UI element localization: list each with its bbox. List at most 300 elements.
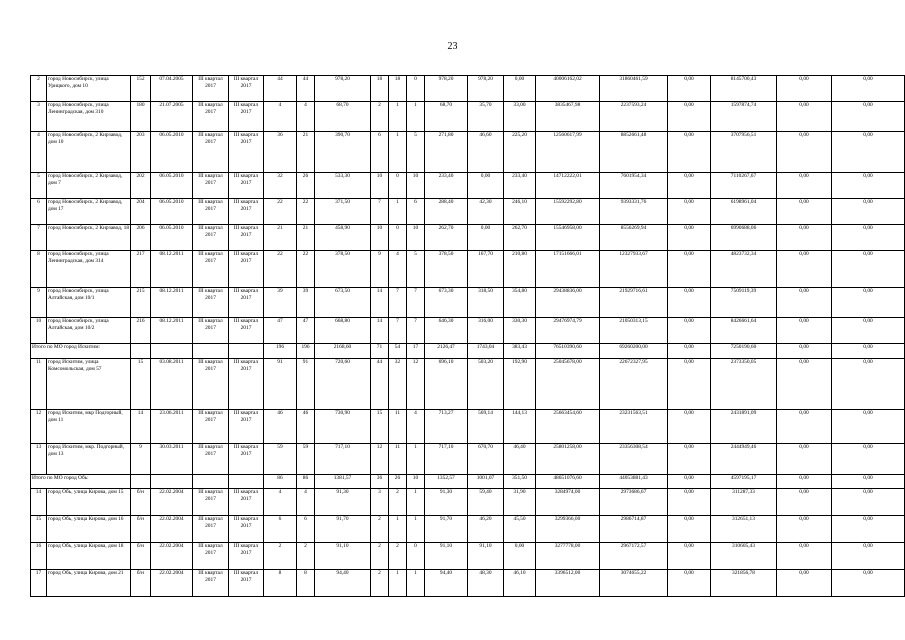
table-row	[31, 489, 905, 516]
value-cell: 86	[264, 475, 297, 489]
value-cell: 11	[389, 410, 407, 444]
value-cell: 262,70	[504, 225, 536, 251]
value-cell: 6	[264, 516, 297, 543]
value-cell: 9393331,76	[600, 199, 668, 225]
doc-date: 30.03.2011	[151, 444, 193, 475]
value-cell: 69260200,00	[600, 344, 668, 359]
value-cell: 0,00	[832, 359, 905, 410]
doc-number: 14	[131, 410, 151, 444]
value-cell: 4	[297, 102, 315, 132]
row-number: 16	[31, 543, 47, 570]
value-cell: 8145700,43	[711, 76, 777, 102]
value-cell: 46,40	[504, 444, 536, 475]
period-cell: III квартал 2017	[229, 132, 264, 173]
doc-date: 06.05.2010	[151, 132, 193, 173]
period-cell: III квартал 2017	[193, 359, 229, 410]
doc-number: 203	[131, 132, 151, 173]
value-cell: 167,70	[468, 251, 504, 288]
value-cell: 10	[407, 475, 425, 489]
value-cell: 246,10	[504, 199, 536, 225]
value-cell: 717,10	[425, 444, 468, 475]
value-cell: 7	[389, 318, 407, 344]
period-cell: III квартал 2017	[229, 199, 264, 225]
value-cell: 46	[297, 410, 315, 444]
value-cell: 10	[371, 225, 389, 251]
value-cell: 2237593,24	[600, 102, 668, 132]
value-cell: 39	[264, 288, 297, 318]
value-cell: 318,50	[468, 288, 504, 318]
value-cell: 22	[297, 251, 315, 288]
period-cell: III квартал 2017	[229, 444, 264, 475]
value-cell: 3284974,00	[536, 489, 600, 516]
value-cell: 354,80	[504, 288, 536, 318]
value-cell: 0,00	[832, 251, 905, 288]
value-cell: 54	[389, 344, 407, 359]
value-cell: 6990688,06	[711, 225, 777, 251]
value-cell: 0,00	[832, 288, 905, 318]
value-cell: 46,20	[468, 516, 504, 543]
table-row	[31, 199, 905, 225]
doc-date: 08.12.2011	[151, 318, 193, 344]
value-cell: 2431891,09	[711, 410, 777, 444]
value-cell: 2	[371, 543, 389, 570]
value-cell: 0,00	[668, 570, 711, 597]
value-cell: 0,00	[668, 410, 711, 444]
value-cell: 2168,60	[315, 344, 371, 359]
value-cell: 44053881,43	[600, 475, 668, 489]
value-cell: 196	[264, 344, 297, 359]
empty-cell	[193, 475, 229, 489]
value-cell: 44	[264, 76, 297, 102]
period-cell: III квартал 2017	[193, 570, 229, 597]
doc-number: б/н	[131, 543, 151, 570]
value-cell: 5	[407, 251, 425, 288]
value-cell: 0,00	[832, 489, 905, 516]
value-cell: 0,00	[832, 76, 905, 102]
doc-date: 06.05.2010	[151, 199, 193, 225]
value-cell: 978,20	[468, 76, 504, 102]
value-cell: 25801258,00	[536, 444, 600, 475]
value-cell: 196	[297, 344, 315, 359]
value-cell: 14	[371, 318, 389, 344]
table-row	[31, 570, 905, 597]
value-cell: 59,40	[468, 489, 504, 516]
table-row	[31, 173, 905, 199]
value-cell: 14	[371, 288, 389, 318]
value-cell: 14712222,01	[536, 173, 600, 199]
value-cell: 0,00	[668, 359, 711, 410]
period-cell: III квартал 2017	[193, 102, 229, 132]
value-cell: 91	[264, 359, 297, 410]
value-cell: 0,00	[777, 475, 832, 489]
address-cell: город Искитим, мкр. Подгорный, дом 13	[47, 444, 131, 475]
period-cell: III квартал 2017	[193, 543, 229, 570]
address-cell: город Новосибирск, улица Алтайская, дом 10/2	[47, 318, 131, 344]
doc-number: 180	[131, 102, 151, 132]
value-cell: 233,40	[504, 173, 536, 199]
empty-cell	[131, 475, 151, 489]
period-cell: III квартал 2017	[193, 173, 229, 199]
address-cell: город Новосибирск, улица Алтайская, дом 10/1	[47, 288, 131, 318]
value-cell: 0,00	[832, 516, 905, 543]
value-cell: 713,27	[425, 410, 468, 444]
doc-number: б/н	[131, 570, 151, 597]
value-cell: 0	[407, 543, 425, 570]
value-cell: 503,20	[468, 359, 504, 410]
period-cell: III квартал 2017	[193, 318, 229, 344]
value-cell: 1	[407, 516, 425, 543]
doc-number: 152	[131, 76, 151, 102]
period-cell: III квартал 2017	[229, 251, 264, 288]
row-number: 11	[31, 359, 47, 410]
value-cell: 47	[264, 318, 297, 344]
value-cell: 0,00	[668, 132, 711, 173]
value-cell: 0,00	[777, 199, 832, 225]
value-cell: 42,30	[468, 199, 504, 225]
value-cell: 4	[389, 251, 407, 288]
value-cell: 210,80	[504, 251, 536, 288]
value-cell: 2	[389, 489, 407, 516]
value-cell: 39	[297, 288, 315, 318]
value-cell: 76510390,60	[536, 344, 600, 359]
value-cell: 225,20	[504, 132, 536, 173]
table-row	[31, 225, 905, 251]
doc-number: 216	[131, 318, 151, 344]
doc-number: б/н	[131, 516, 151, 543]
period-cell: III квартал 2017	[193, 225, 229, 251]
row-number: 3	[31, 102, 47, 132]
row-number: 17	[31, 570, 47, 597]
value-cell: 0,00	[777, 489, 832, 516]
total-row	[31, 344, 905, 359]
value-cell: 378,50	[425, 251, 468, 288]
value-cell: 4	[407, 410, 425, 444]
total-label: Итого по МО город Искитим:	[31, 344, 131, 359]
value-cell: 4	[264, 489, 297, 516]
value-cell: 533,30	[315, 173, 371, 199]
doc-number: 215	[131, 288, 151, 318]
value-cell: 94,40	[315, 570, 371, 597]
value-cell: 7	[407, 288, 425, 318]
value-cell: 0,00	[668, 173, 711, 199]
total-label: Итого по МО город Обь:	[31, 475, 131, 489]
table-row	[31, 132, 905, 173]
value-cell: 17	[407, 344, 425, 359]
value-cell: 5	[407, 132, 425, 173]
period-cell: III квартал 2017	[193, 444, 229, 475]
value-cell: 91,10	[315, 543, 371, 570]
doc-number: 217	[131, 251, 151, 288]
value-cell: 2	[371, 516, 389, 543]
value-cell: 0,00	[668, 225, 711, 251]
value-cell: 0,00	[832, 475, 905, 489]
address-cell: город Обь, улица Кирова, дом 18	[47, 543, 131, 570]
value-cell: 7250190,60	[711, 344, 777, 359]
table-row	[31, 318, 905, 344]
value-cell: 18	[371, 76, 389, 102]
value-cell: 0,00	[777, 359, 832, 410]
value-cell: 321856,78	[711, 570, 777, 597]
value-cell: 646,30	[425, 318, 468, 344]
value-cell: 0	[389, 225, 407, 251]
period-cell: III квартал 2017	[193, 132, 229, 173]
value-cell: 26	[297, 173, 315, 199]
value-cell: 4	[297, 489, 315, 516]
period-cell: III квартал 2017	[229, 173, 264, 199]
value-cell: 371,50	[315, 199, 371, 225]
value-cell: 12	[407, 359, 425, 410]
address-cell: город Новосибирск, 2 Кирзавод, 18	[47, 225, 131, 251]
value-cell: 7110267,67	[711, 173, 777, 199]
value-cell: 192,90	[504, 359, 536, 410]
value-cell: 2	[371, 570, 389, 597]
value-cell: 29438836,00	[536, 288, 600, 318]
value-cell: 0,00	[832, 410, 905, 444]
value-cell: 8426661,64	[711, 318, 777, 344]
housing-table	[30, 75, 905, 597]
value-cell: 7	[371, 199, 389, 225]
value-cell: 0,00	[668, 444, 711, 475]
value-cell: 36	[371, 475, 389, 489]
value-cell: 0,00	[668, 318, 711, 344]
address-cell: город Новосибирск, улица Ленинградская, дом 310	[47, 102, 131, 132]
row-number: 2	[31, 76, 47, 102]
value-cell: 0	[407, 76, 425, 102]
value-cell: 40006162,02	[536, 76, 600, 102]
value-cell: 48651076,60	[536, 475, 600, 489]
doc-date: 21.07.2005	[151, 102, 193, 132]
period-cell: III квартал 2017	[193, 489, 229, 516]
table-row	[31, 102, 905, 132]
empty-cell	[229, 344, 264, 359]
value-cell: 978,20	[425, 76, 468, 102]
value-cell: 0,00	[668, 516, 711, 543]
value-cell: 0,00	[832, 225, 905, 251]
value-cell: 2444949,46	[711, 444, 777, 475]
doc-number: 204	[131, 199, 151, 225]
value-cell: 68,70	[425, 102, 468, 132]
value-cell: 0,00	[668, 475, 711, 489]
period-cell: III квартал 2017	[229, 225, 264, 251]
table-row	[31, 251, 905, 288]
value-cell: 0,00	[504, 76, 536, 102]
value-cell: 4	[264, 102, 297, 132]
value-cell: 11	[389, 444, 407, 475]
address-cell: город Новосибирск, 2 Кирзавод, дом 7	[47, 173, 131, 199]
value-cell: 730,90	[315, 410, 371, 444]
address-cell: город Новосибирск, 2 Кирзавод, дом 10	[47, 132, 131, 173]
value-cell: 312651,13	[711, 516, 777, 543]
value-cell: 46,10	[504, 570, 536, 597]
value-cell: 0,00	[777, 410, 832, 444]
value-cell: 3299366,00	[536, 516, 600, 543]
value-cell: 978,20	[315, 76, 371, 102]
value-cell: 0,00	[832, 543, 905, 570]
row-number: 15	[31, 516, 47, 543]
value-cell: 1743,04	[468, 344, 504, 359]
table-row	[31, 444, 905, 475]
value-cell: 696,10	[425, 359, 468, 410]
value-cell: 22	[264, 199, 297, 225]
value-cell: 3074655,22	[600, 570, 668, 597]
value-cell: 0,00	[777, 76, 832, 102]
value-cell: 1	[389, 516, 407, 543]
value-cell: 59	[297, 444, 315, 475]
value-cell: 2	[389, 543, 407, 570]
value-cell: 36	[264, 132, 297, 173]
address-cell: город Новосибирск, улица Ленинградская, дом 314	[47, 251, 131, 288]
doc-date: 22.02.2004	[151, 543, 193, 570]
value-cell: 2373350,05	[711, 359, 777, 410]
value-cell: 0,00	[668, 251, 711, 288]
empty-cell	[229, 475, 264, 489]
address-cell: город Обь, улица Кирова, дом 21	[47, 570, 131, 597]
doc-date: 03.08.2011	[151, 359, 193, 410]
value-cell: 91	[297, 359, 315, 410]
value-cell: 4823732,34	[711, 251, 777, 288]
value-cell: 21	[297, 132, 315, 173]
value-cell: 378,50	[315, 251, 371, 288]
value-cell: 21	[264, 225, 297, 251]
value-cell: 351,50	[504, 475, 536, 489]
value-cell: 3707956,51	[711, 132, 777, 173]
value-cell: 7	[389, 288, 407, 318]
value-cell: 2	[264, 543, 297, 570]
value-cell: 6	[407, 199, 425, 225]
doc-date: 06.05.2010	[151, 225, 193, 251]
row-number: 14	[31, 489, 47, 516]
value-cell: 0,00	[777, 543, 832, 570]
value-cell: 91,10	[468, 543, 504, 570]
address-cell: город Обь, улица Кирова, дом 16	[47, 516, 131, 543]
value-cell: 8852661,48	[600, 132, 668, 173]
value-cell: 383,43	[504, 344, 536, 359]
value-cell: 458,90	[315, 225, 371, 251]
value-cell: 0,00	[668, 102, 711, 132]
row-number: 10	[31, 318, 47, 344]
value-cell: 288,40	[425, 199, 468, 225]
value-cell: 2973686,67	[600, 489, 668, 516]
value-cell: 1	[407, 444, 425, 475]
value-cell: 91,30	[315, 489, 371, 516]
value-cell: 673,30	[425, 288, 468, 318]
value-cell: 6	[371, 132, 389, 173]
value-cell: 71	[371, 344, 389, 359]
value-cell: 4597195,17	[711, 475, 777, 489]
value-cell: 25045678,00	[536, 359, 600, 410]
value-cell: 31,90	[504, 489, 536, 516]
value-cell: 8	[264, 570, 297, 597]
value-cell: 1	[389, 199, 407, 225]
period-cell: III квартал 2017	[229, 543, 264, 570]
value-cell: 1597874,74	[711, 102, 777, 132]
period-cell: III квартал 2017	[193, 251, 229, 288]
value-cell: 0,00	[832, 344, 905, 359]
value-cell: 7509119,39	[711, 288, 777, 318]
value-cell: 1	[389, 132, 407, 173]
value-cell: 0,00	[777, 173, 832, 199]
value-cell: 25663454,60	[536, 410, 600, 444]
period-cell: III квартал 2017	[229, 318, 264, 344]
table-row	[31, 359, 905, 410]
value-cell: 21	[297, 225, 315, 251]
value-cell: 310605,43	[711, 543, 777, 570]
value-cell: 23356308,54	[600, 444, 668, 475]
value-cell: 0,00	[832, 132, 905, 173]
period-cell: III квартал 2017	[193, 76, 229, 102]
period-cell: III квартал 2017	[193, 199, 229, 225]
value-cell: 0,00	[668, 543, 711, 570]
period-cell: III квартал 2017	[229, 489, 264, 516]
address-cell: город Новосибирск, улица Урицкого, дом 10	[47, 76, 131, 102]
value-cell: 673,50	[315, 288, 371, 318]
value-cell: 12	[371, 444, 389, 475]
value-cell: 22	[297, 199, 315, 225]
value-cell: 44	[297, 76, 315, 102]
value-cell: 48,30	[468, 570, 504, 597]
value-cell: 8556269,94	[600, 225, 668, 251]
row-number: 13	[31, 444, 47, 475]
empty-cell	[151, 344, 193, 359]
value-cell: 7	[407, 318, 425, 344]
value-cell: 0,00	[777, 444, 832, 475]
row-number: 8	[31, 251, 47, 288]
value-cell: 3396512,00	[536, 570, 600, 597]
value-cell: 9	[371, 251, 389, 288]
value-cell: 0,00	[668, 76, 711, 102]
value-cell: 45,50	[504, 516, 536, 543]
value-cell: 29476974,79	[536, 318, 600, 344]
doc-number: б/н	[131, 489, 151, 516]
value-cell: 0,00	[504, 543, 536, 570]
value-cell: 144,13	[504, 410, 536, 444]
period-cell: III квартал 2017	[193, 516, 229, 543]
value-cell: 0,00	[777, 344, 832, 359]
value-cell: 0,00	[777, 516, 832, 543]
value-cell: 1	[407, 489, 425, 516]
value-cell: 1	[389, 570, 407, 597]
period-cell: III квартал 2017	[193, 410, 229, 444]
doc-date: 22.02.2004	[151, 516, 193, 543]
value-cell: 15592292,80	[536, 199, 600, 225]
value-cell: 12560617,99	[536, 132, 600, 173]
value-cell: 0,00	[832, 173, 905, 199]
value-cell: 6	[297, 516, 315, 543]
value-cell: 0,00	[777, 570, 832, 597]
period-cell: III квартал 2017	[229, 570, 264, 597]
doc-date: 06.05.2010	[151, 173, 193, 199]
period-cell: III квартал 2017	[229, 516, 264, 543]
value-cell: 68,70	[315, 102, 371, 132]
value-cell: 0,00	[668, 344, 711, 359]
doc-date: 22.02.2004	[151, 489, 193, 516]
value-cell: 8	[297, 570, 315, 597]
empty-cell	[193, 344, 229, 359]
value-cell: 47	[297, 318, 315, 344]
value-cell: 22	[264, 251, 297, 288]
value-cell: 316,00	[468, 318, 504, 344]
value-cell: 3835467,98	[536, 102, 600, 132]
value-cell: 21050313,15	[600, 318, 668, 344]
value-cell: 7601954,34	[600, 173, 668, 199]
doc-number: 206	[131, 225, 151, 251]
doc-number: 202	[131, 173, 151, 199]
doc-number: 15	[131, 359, 151, 410]
value-cell: 1352,57	[425, 475, 468, 489]
value-cell: 2	[371, 102, 389, 132]
value-cell: 390,70	[315, 132, 371, 173]
value-cell: 10	[407, 225, 425, 251]
